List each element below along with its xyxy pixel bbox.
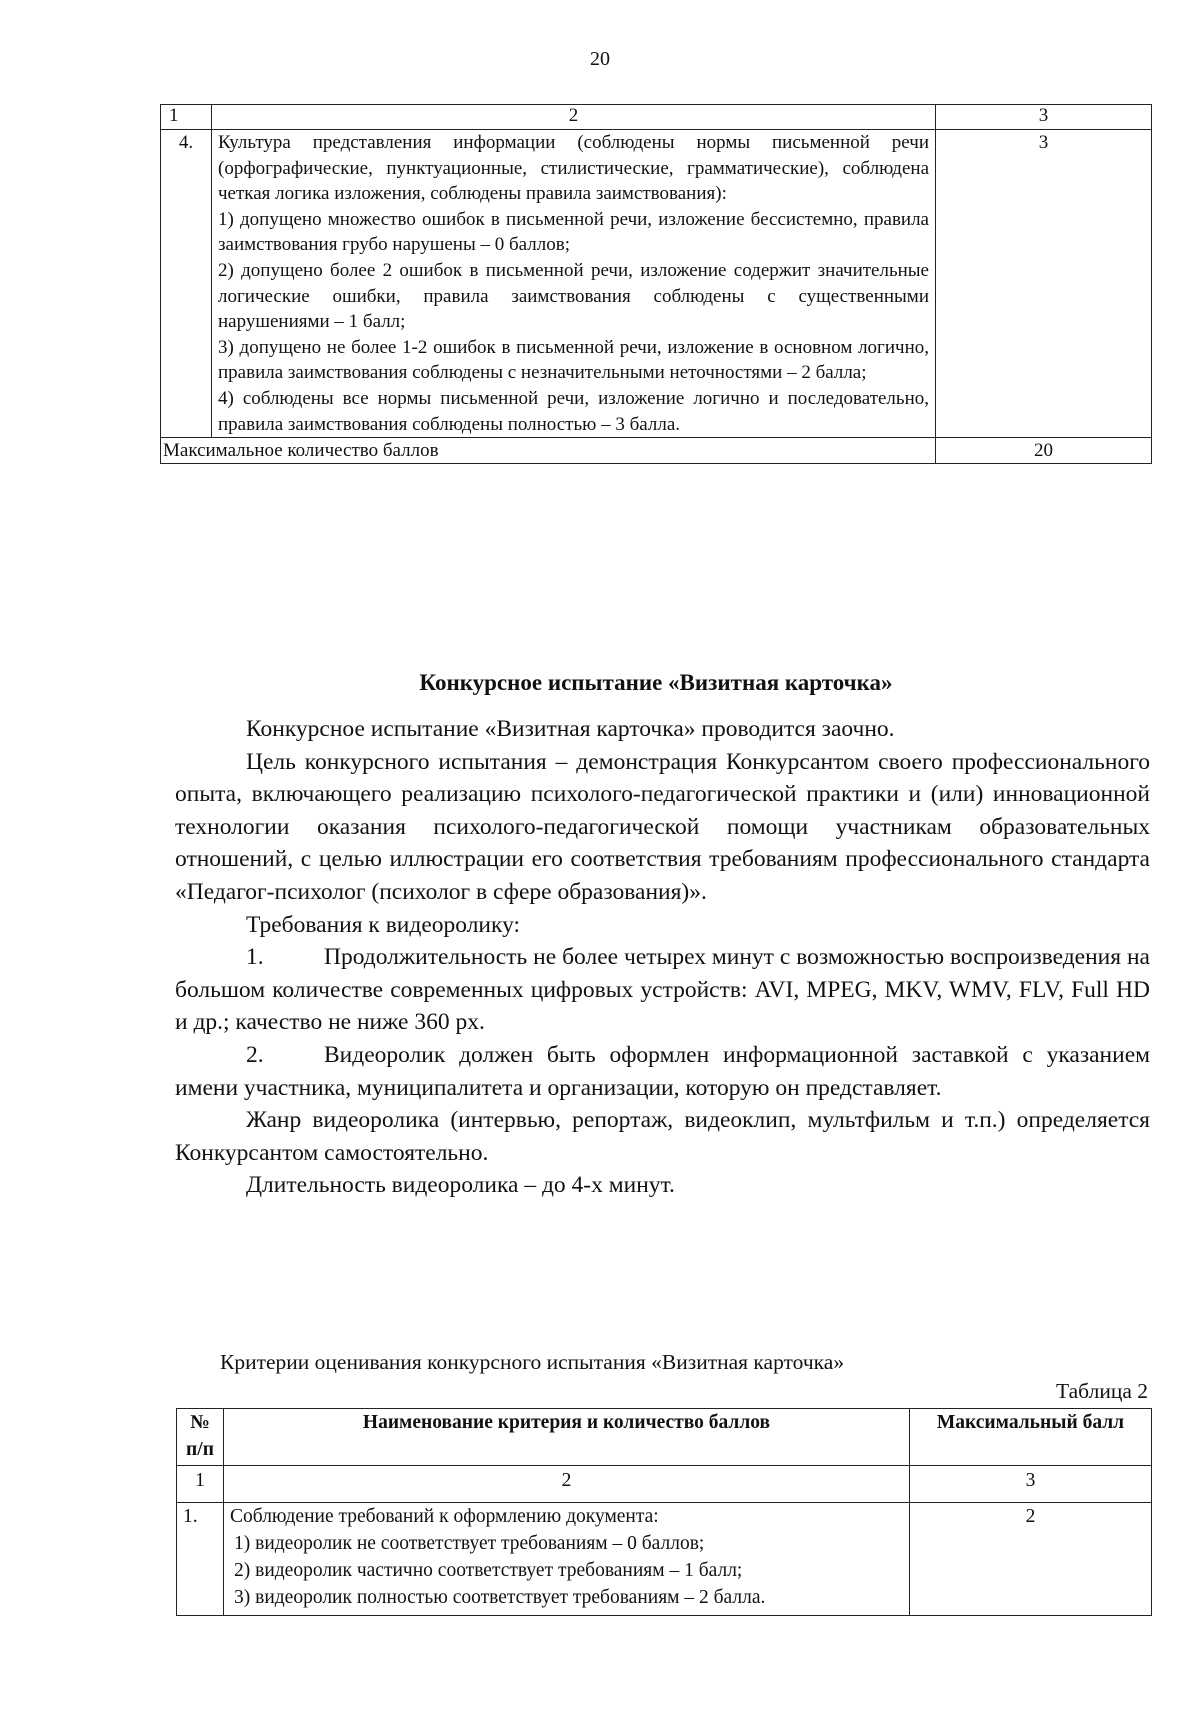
requirement-text: Продолжительность не более четырех минут с возможностью воспроизведения на большом количестве современных цифровых устройств: AVI, MPEG, MKV, WMV, FLV, Full HD и др.; качество не ниже 360 px. xyxy=(175,944,1150,1036)
criterion-option: 2) допущено более 2 ошибок в письменной речи, изложение содержит значительные логические ошибки, правила заимствования соблюдены с существенными нарушениями – 1 балл; xyxy=(218,259,929,333)
col-index-2: 2 xyxy=(224,1466,910,1503)
criterion-cell xyxy=(212,130,936,438)
criterion-option: 2) видеоролик частично соответствует требованиям – 1 балл; xyxy=(234,1560,743,1581)
criterion-option: 1) видеоролик не соответствует требованиям – 0 баллов; xyxy=(234,1533,705,1554)
paragraph: Конкурсное испытание «Визитная карточка» проводится заочно. xyxy=(246,716,895,742)
criteria-table-continued xyxy=(160,104,1152,464)
criterion-option: 3) видеоролик полностью соответствует требованиям – 2 балла. xyxy=(234,1587,766,1608)
criteria-table xyxy=(176,1408,1152,1616)
col-index-1: 1 xyxy=(177,1466,224,1503)
table-row xyxy=(161,130,1152,438)
total-label: Максимальное количество баллов xyxy=(161,438,936,464)
requirement-item xyxy=(175,1039,1150,1104)
section-title: Конкурсное испытание «Визитная карточка» xyxy=(419,670,893,695)
col-index-2: 2 xyxy=(212,105,936,130)
criterion-option: 3) допущено не более 1-2 ошибок в письменной речи, изложение в основном логично, правила заимствования соблюдены с незначительными неточностями – 2 балла; xyxy=(218,336,929,384)
requirement-number: 1. xyxy=(246,944,264,971)
paragraph: Длительность видеоролика – до 4-х минут. xyxy=(246,1172,675,1199)
table-index-row xyxy=(161,105,1152,130)
col-index-3: 3 xyxy=(910,1466,1152,1503)
header-number: № п/п xyxy=(177,1409,224,1466)
header-criterion: Наименование критерия и количество баллов xyxy=(224,1409,910,1466)
paragraph: Цель конкурсного испытания – демонстрация Конкурсантом своего профессионального опыта, включающего реализацию психолого-педагогической практики и (или) инновационной технологии оказания психолого-педагогической помощи участникам образовательных отношений, с целью иллюстрации его соответствия требованиям профессионального стандарта «Педагог-психолог (психолог в сфере образования)». xyxy=(175,748,1150,905)
requirement-text: Видеоролик должен быть оформлен информационной заставкой с указанием имени участника, муниципалитета и организации, которую он представляет. xyxy=(175,1041,1150,1101)
paragraph: Жанр видеоролика (интервью, репортаж, видеоклип, мультфильм и т.п.) определяется Конкурсантом самостоятельно. xyxy=(175,1107,1150,1166)
max-score: 2 xyxy=(910,1503,1152,1616)
criterion-option: 1) допущено множество ошибок в письменной речи, изложение бессистемно, правила заимствования грубо нарушены – 0 баллов; xyxy=(218,208,929,256)
max-score: 3 xyxy=(936,130,1152,438)
section-body xyxy=(175,713,1150,1202)
table-row xyxy=(177,1503,1152,1616)
row-number: 1. xyxy=(177,1503,224,1616)
row-number: 4. xyxy=(161,130,212,438)
page-number: 20 xyxy=(590,48,610,70)
col-index-3: 3 xyxy=(936,105,1152,130)
total-value: 20 xyxy=(936,438,1152,464)
requirement-number: 2. xyxy=(246,1041,264,1068)
criterion-title: Культура представления информации (соблюдены нормы письменной речи (орфографические, пунктуационные, стилистические, грамматические), соблюдена четкая логика изложения, соблюдены правила заимствования): xyxy=(218,132,929,205)
header-max-score: Максимальный балл xyxy=(910,1409,1152,1466)
table-label: Таблица 2 xyxy=(1056,1379,1148,1403)
total-row xyxy=(161,438,1152,464)
table-header-row xyxy=(177,1409,1152,1466)
criterion-title: Соблюдение требований к оформлению документа: xyxy=(230,1506,659,1527)
criterion-option: 4) соблюдены все нормы письменной речи, изложение логично и последовательно, правила заимствования соблюдены полностью – 3 балла. xyxy=(218,387,929,435)
paragraph: Требования к видеоролику: xyxy=(246,911,521,938)
col-index-1: 1 xyxy=(161,105,212,130)
table-index-row xyxy=(177,1466,1152,1503)
table-caption: Критерии оценивания конкурсного испытания «Визитная карточка» xyxy=(220,1350,845,1374)
requirement-item xyxy=(175,941,1150,1039)
criterion-cell xyxy=(224,1503,910,1616)
